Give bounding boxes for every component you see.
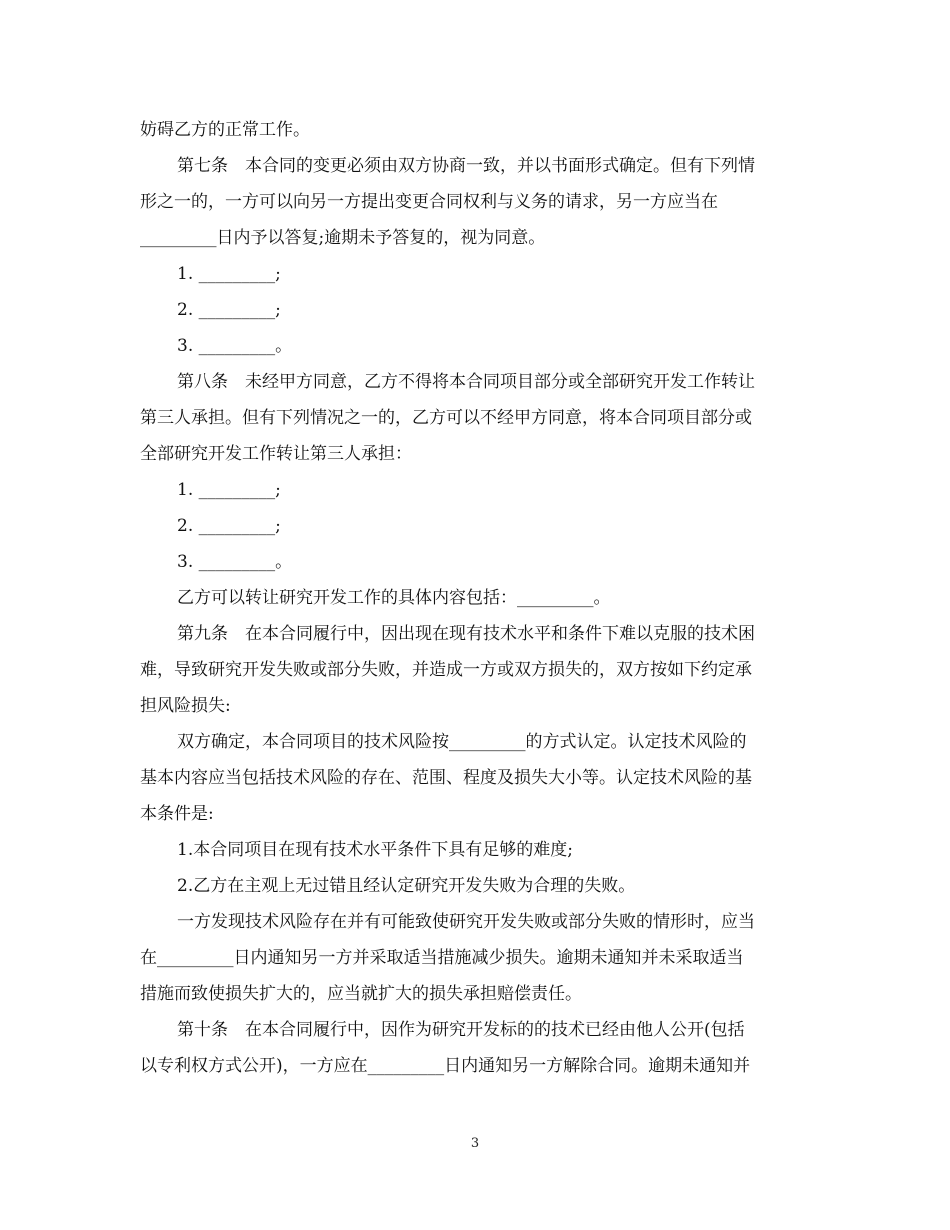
clause-8-line: 第八条 未经甲方同意，乙方不得将本合同项目部分或全部研究开发工作转让 [177, 372, 755, 392]
document-body [140, 112, 812, 1084]
list-item: 3. _________。 [177, 336, 293, 356]
list-item: 1.本合同项目在现有技术水平条件下具有足够的难度; [177, 840, 573, 860]
clause-9-line: 第九条 在本合同履行中，因出现在现有技术水平和条件下难以克服的技术困 [177, 624, 755, 644]
text-line: 第三人承担。但有下列情况之一的，乙方可以不经甲方同意，将本合同项目部分或 [140, 408, 752, 428]
text-line: 形之一的，一方可以向另一方提出变更合同权利与义务的请求，另一方应当在 [140, 192, 718, 212]
list-item: 3. _________。 [177, 552, 293, 572]
text-line: 双方确定，本合同项目的技术风险按_________的方式认定。认定技术风险的 [177, 732, 747, 752]
text-line: 一方发现技术风险存在并有可能致使研究开发失败或部分失败的情形时，应当 [177, 912, 755, 932]
text-line: 担风险损失: [140, 696, 231, 716]
text-line: 基本内容应当包括技术风险的存在、范围、程度及损失大小等。认定技术风险的基 [140, 768, 752, 788]
text-line: 难，导致研究开发失败或部分失败，并造成一方或双方损失的，双方按如下约定承 [140, 660, 752, 680]
list-item: 2. _________; [177, 516, 281, 536]
text-line: 在_________日内通知另一方并采取适当措施减少损失。逾期未通知并未采取适当 [140, 948, 744, 968]
text-line: 措施而致使损失扩大的，应当就扩大的损失承担赔偿责任。 [140, 984, 582, 1004]
text-line: _________日内予以答复;逾期未予答复的，视为同意。 [140, 228, 546, 248]
clause-10-line: 第十条 在本合同履行中，因作为研究开发标的的技术已经由他人公开(包括 [177, 1020, 745, 1040]
clause-7-line: 第七条 本合同的变更必须由双方协商一致，并以书面形式确定。但有下列情 [177, 156, 755, 176]
page-number: 3 [470, 1136, 480, 1151]
text-line: 以专利权方式公开)，一方应在_________日内通知另一方解除合同。逾期未通知并 [140, 1056, 751, 1076]
list-item: 2.乙方在主观上无过错且经认定研究开发失败为合理的失败。 [177, 876, 636, 896]
text-line: 全部研究开发工作转让第三人承担： [140, 444, 412, 464]
text-line: 本条件是: [140, 804, 214, 824]
text-line: 妨碍乙方的正常工作。 [140, 120, 310, 140]
list-item: 1. _________; [177, 264, 281, 284]
list-item: 1. _________; [177, 480, 281, 500]
text-line: 乙方可以转让研究开发工作的具体内容包括：_________。 [177, 588, 611, 608]
list-item: 2. _________; [177, 300, 281, 320]
